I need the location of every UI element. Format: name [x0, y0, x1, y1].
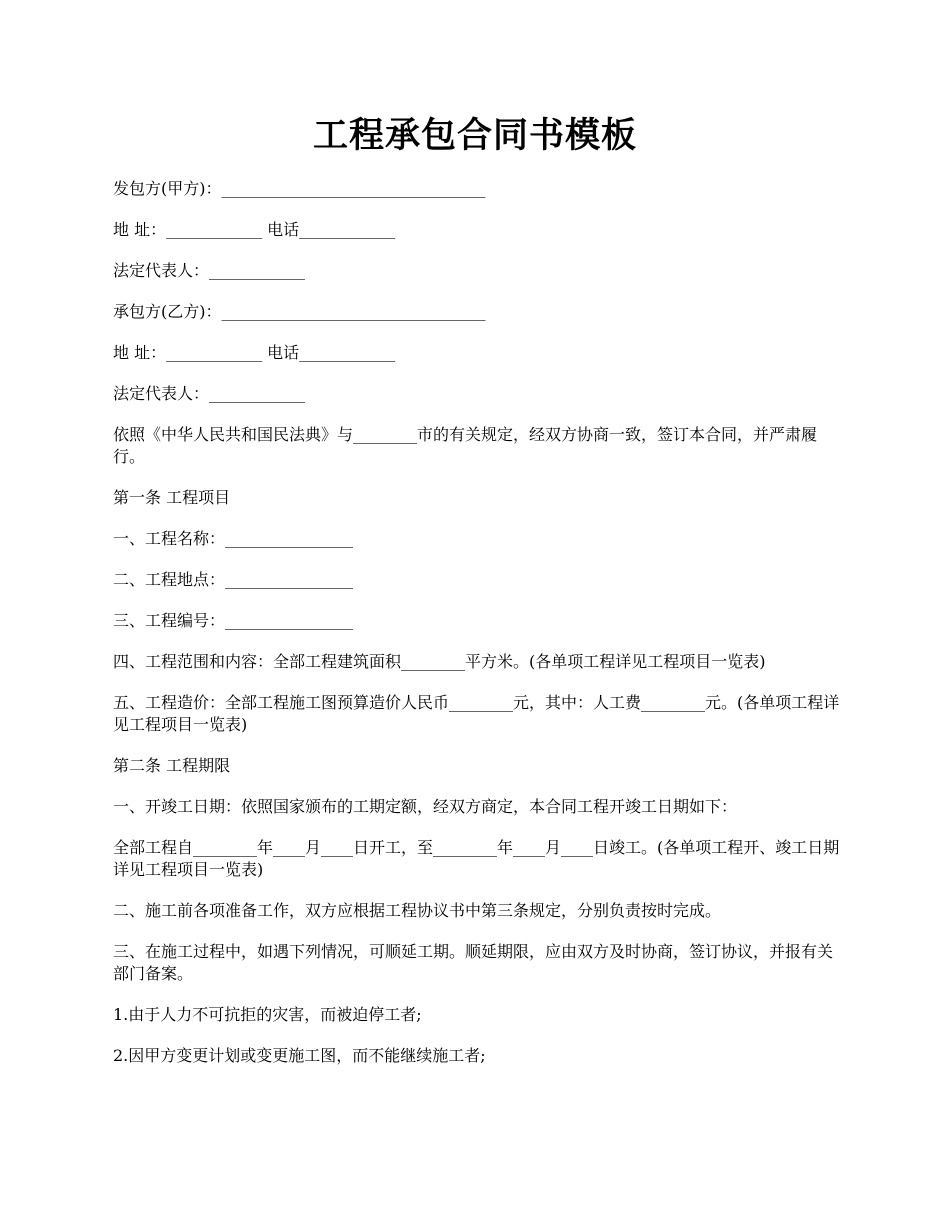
party-a-line: 发包方(甲方)：_________________________________	[113, 179, 486, 198]
preparation-paragraph: 二、施工前各项准备工作，双方应根据工程协议书中第三条规定，分别负责按时完成。	[113, 901, 722, 920]
article-2-heading: 第二条 工程期限	[113, 756, 231, 775]
extension-item-1: 1.由于人力不可抗拒的灾害，而被迫停工者;	[113, 1005, 422, 1024]
extension-paragraph: 三、在施工过程中，如遇下列情况，可顺延工期。顺延期限，应由双方及时协商，签订协议，并报有关部门备案。	[113, 942, 834, 983]
project-location-line: 二、工程地点：________________	[113, 570, 354, 589]
project-name-line: 一、工程名称：________________	[113, 529, 354, 548]
party-b-address-line: 地 址：____________ 电话____________	[113, 343, 396, 362]
document-title: 工程承包合同书模板	[312, 115, 637, 156]
party-a-address-line: 地 址：____________ 电话____________	[113, 220, 396, 239]
article-1-heading: 第一条 工程项目	[113, 488, 231, 507]
preamble-paragraph: 依照《中华人民共和国民法典》与________市的有关规定，经双方协商一致，签订本合同，并严肃履行。	[113, 425, 818, 466]
document-body	[113, 178, 843, 1086]
project-scope-paragraph: 四、工程范围和内容：全部工程建筑面积________平方米。(各单项工程详见工程项目一览表)	[113, 652, 766, 671]
start-completion-date-line: 一、开竣工日期：依照国家颁布的工期定额，经双方商定，本合同工程开竣工日期如下：	[113, 797, 738, 816]
extension-item-2: 2.因甲方变更计划或变更施工图，而不能继续施工者;	[113, 1046, 486, 1065]
project-cost-paragraph: 五、工程造价：全部工程施工图预算造价人民币________元，其中：人工费________元。(各单项工程详见工程项目一览表)	[113, 693, 840, 734]
party-b-line: 承包方(乙方)：_________________________________	[113, 302, 486, 321]
party-a-representative-line: 法定代表人：____________	[113, 261, 306, 280]
party-b-representative-line: 法定代表人：____________	[113, 384, 306, 403]
project-number-line: 三、工程编号：________________	[113, 611, 354, 630]
schedule-paragraph: 全部工程自________年____月____日开工，至________年____月____日竣工。(各单项工程开、竣工日期详见工程项目一览表)	[113, 838, 840, 879]
